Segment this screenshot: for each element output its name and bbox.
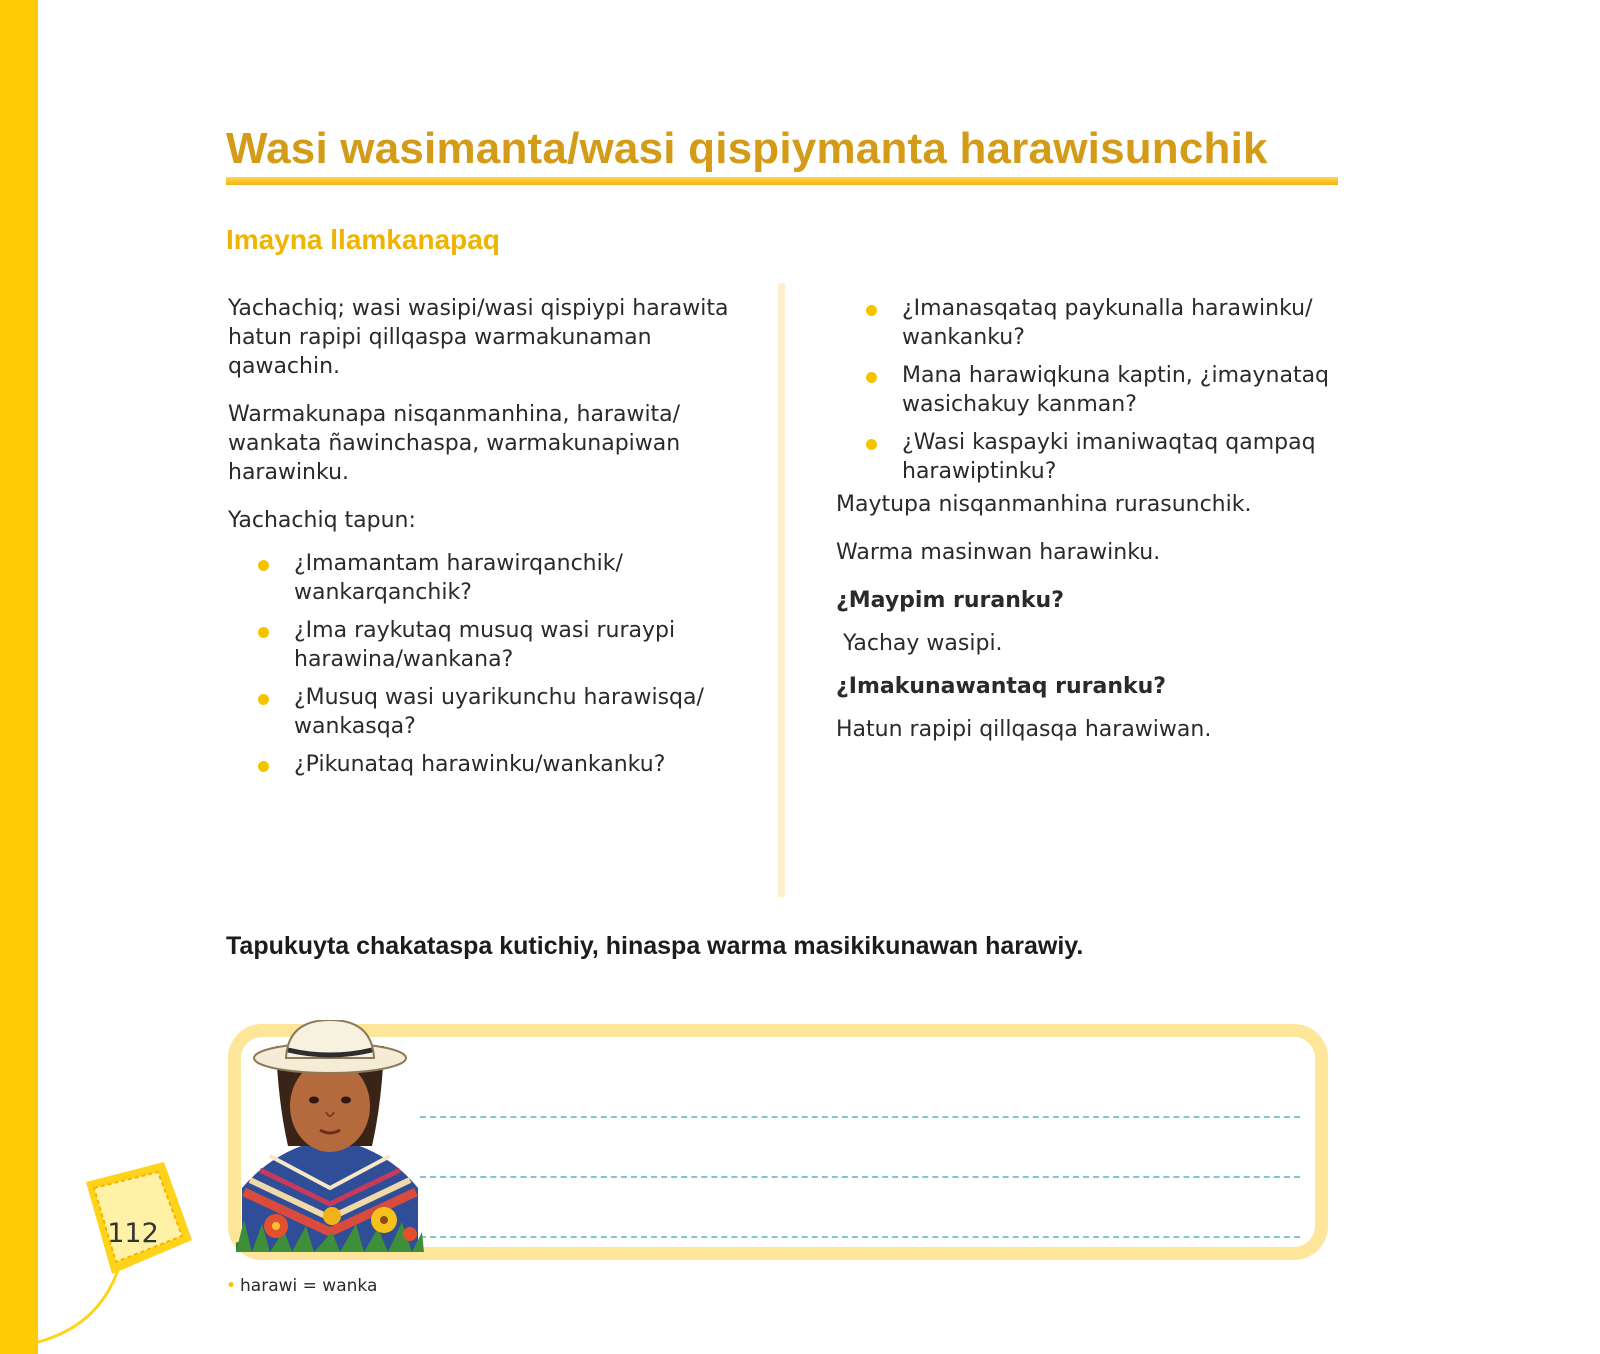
writing-line[interactable] [420, 1116, 1300, 1118]
activity-instruction: Tapukuyta chakataspa kutichiy, hinaspa warma masikikunawan harawiy. [226, 932, 1084, 960]
title-underline [226, 177, 1338, 185]
question-list-right [866, 294, 1356, 486]
answer-with-what: Hatun rapipi qillqasqa harawiwan. [836, 717, 1212, 742]
writing-line[interactable] [420, 1176, 1300, 1178]
column-divider [778, 283, 785, 897]
question-text: Mana harawiqkuna kaptin, ¿imaynataq wasichakuy kanman? [902, 363, 1330, 417]
question-text: ¿Imanasqataq paykunalla harawinku/ wankanku? [902, 296, 1313, 350]
list-item [866, 428, 1356, 486]
bullet-icon [258, 694, 269, 705]
question-text: ¿Wasi kaspayki imaniwaqtaq qampaq harawiptinku? [902, 430, 1316, 484]
paragraph-reading: Warmakunapa nisqanmanhina, harawita/ wankata ñawinchaspa, warmakunapiwan harawinku. [228, 402, 681, 485]
footnote [226, 1276, 377, 1296]
bullet-icon [258, 627, 269, 638]
question-list-left [258, 549, 748, 779]
page-number: 112 [107, 1218, 159, 1249]
left-yellow-band [0, 0, 38, 1354]
footnote-text: harawi = wanka [240, 1276, 378, 1296]
bullet-icon [258, 761, 269, 772]
paragraph-teacher-asks: Yachachiq tapun: [228, 508, 416, 533]
bullet-icon [866, 305, 877, 316]
girl-illustration [236, 1020, 424, 1252]
page-corner-curve [38, 1260, 148, 1354]
left-column [228, 294, 748, 788]
list-item [866, 361, 1356, 419]
question-text: ¿Ima raykutaq musuq wasi ruraypi harawina/wankana? [294, 618, 676, 672]
list-item [866, 294, 1356, 352]
right-column [836, 294, 1356, 744]
writing-line[interactable] [420, 1236, 1300, 1238]
question-text: ¿Imamantam harawirqanchik/ wankarqanchik? [294, 551, 623, 605]
bullet-icon [866, 372, 877, 383]
paragraph-maytupa: Maytupa nisqanmanhina rurasunchik. [836, 492, 1252, 517]
question-text: ¿Musuq wasi uyarikunchu harawisqa/ wankasqa? [294, 685, 704, 739]
paragraph-intro: Yachachiq; wasi wasipi/wasi qispiypi harawita hatun rapipi qillqaspa warmakunaman qawachin. [228, 296, 729, 379]
question-with-what: ¿Imakunawantaq ruranku? [836, 674, 1167, 699]
answer-where: Yachay wasipi. [843, 631, 1003, 656]
bullet-icon: • [226, 1276, 237, 1296]
bullet-icon [258, 560, 269, 571]
question-where: ¿Maypim ruranku? [836, 588, 1064, 613]
list-item [258, 683, 748, 741]
page-title: Wasi wasimanta/wasi qispiymanta harawisunchik [226, 124, 1268, 173]
list-item [258, 750, 748, 779]
list-item [258, 549, 748, 607]
question-text: ¿Pikunataq harawinku/wankanku? [294, 752, 666, 777]
section-subtitle: Imayna llamkanapaq [226, 224, 500, 255]
list-item [258, 616, 748, 674]
bullet-icon [866, 439, 877, 450]
paragraph-warma: Warma masinwan harawinku. [836, 540, 1161, 565]
